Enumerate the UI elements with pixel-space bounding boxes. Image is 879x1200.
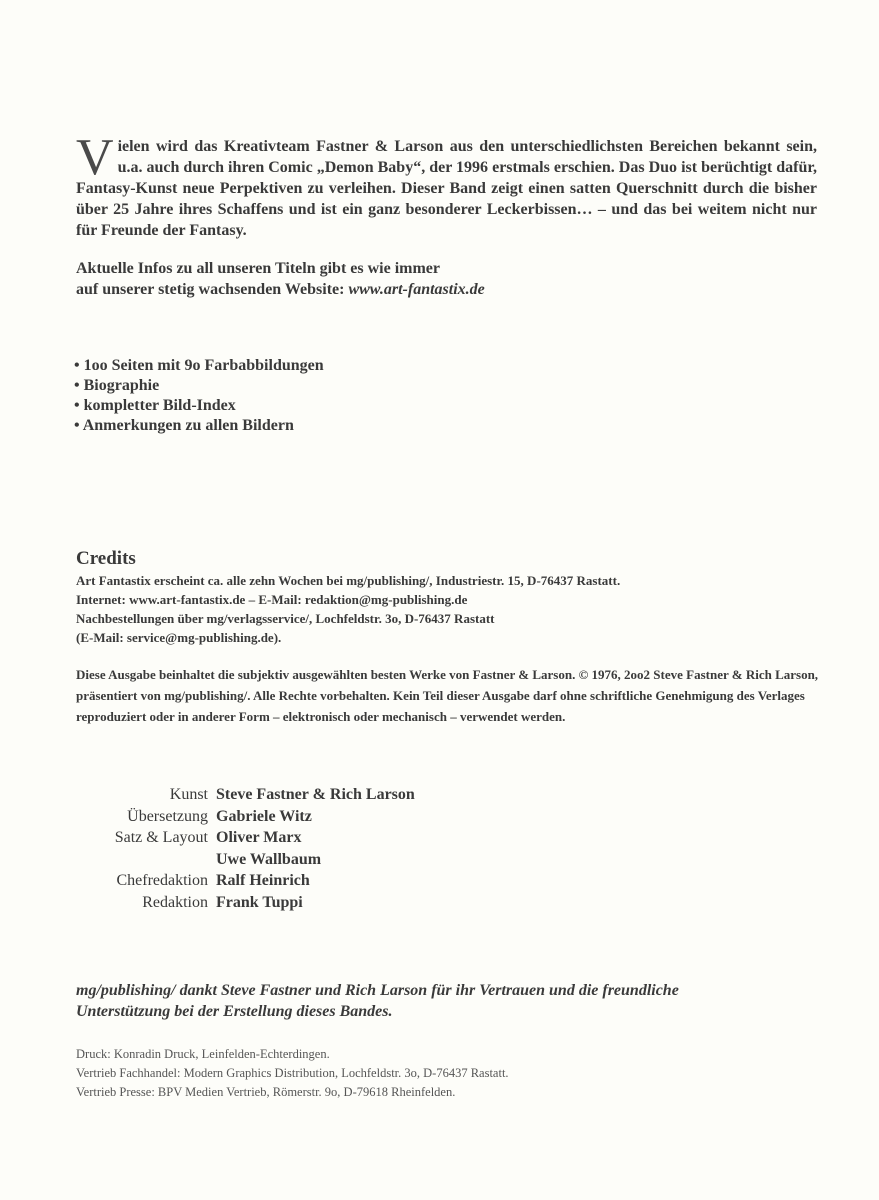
feature-item: • Biographie [74,376,574,396]
info-line-2 [76,279,816,300]
info-line-1: Aktuelle Infos zu all unseren Titeln gibt es wie immer [76,260,440,277]
staff-role: Satz & Layout [114,829,208,846]
feature-item: • Anmerkungen zu allen Bildern [74,416,574,436]
print-line: Vertrieb Fachhandel: Modern Graphics Distribution, Lochfeldstr. 3o, D-76437 Rastatt. [76,1066,509,1080]
print-line: Vertrieb Presse: BPV Medien Vertrieb, Römerstr. 9o, D-79618 Rheinfelden. [76,1085,456,1099]
staff-row [60,870,560,892]
credits-line: Internet: www.art-fantastix.de – E-Mail: redaktion@mg-publishing.de [76,592,468,607]
staff-role: Redaktion [142,893,208,911]
print-line: Druck: Konradin Druck, Leinfelden-Echterdingen. [76,1047,330,1061]
staff-list [60,784,560,913]
staff-name: Frank Tuppi [216,893,303,911]
info-line-2-text: auf unserer stetig wachsenden Website: [76,281,349,298]
drop-cap: V [76,129,114,186]
print-distribution-info [76,1045,836,1102]
credits-line: Art Fantastix erscheint ca. alle zehn Wochen bei mg/publishing/, Industriestr. 15, D-76437 Rastatt. [76,573,621,588]
staff-name: Uwe Wallbaum [216,850,322,868]
staff-row [60,827,560,849]
staff-name: Oliver Marx [216,829,302,846]
staff-row [60,784,560,806]
copyright-notice: Diese Ausgabe beinhaltet die subjektiv ausgewählten besten Werke von Fastner & Larson. © 1976, 2oo2 Steve Fastner & Rich Larson, präsentiert von mg/publishing/. Alle Rechte vorbehalten. Kein Teil dieser Ausgabe darf ohne schriftliche Genehmigung des Verlages reproduziert oder in anderer Form – elektronisch oder mechanisch – verwendet werden. [76,667,819,724]
acknowledgement-line: mg/publishing/ dankt Steve Fastner und Rich Larson für ihr Vertrauen und die freundliche [76,982,679,999]
feature-list [74,356,574,436]
website-link[interactable]: www.art-fantastix.de [348,281,485,298]
staff-name: Ralf Heinrich [216,872,310,889]
staff-row [60,806,560,828]
staff-row [60,892,560,914]
staff-name: Steve Fastner & Rich Larson [216,786,415,803]
acknowledgement-line: Unterstützung bei der Erstellung dieses Bandes. [76,1003,393,1020]
acknowledgement [76,980,836,1022]
staff-row [60,849,560,871]
staff-role: Kunst [169,786,208,803]
intro-text: ielen wird das Kreativteam Fastner & Larson aus den unterschiedlichsten Bereichen bekannt sein, u.a. auch durch ihren Comic „Demon Baby“, der 1996 erstmals erschien. Das Duo ist berüchtigt dafür, Fantasy-Kunst neue Perpektiven zu verleihen. Dieser Band zeigt einen satten Querschnitt durch die bisher über 25 Jahre ihres Schaffens und ist ein ganz besonderer Leckerbissen… – und das bei weitem nicht nur für Freunde der Fantasy. [76,138,817,239]
credits-heading: Credits [76,548,136,569]
staff-role: Übersetzung [127,807,208,825]
staff-role [60,849,216,871]
credits-line: Nachbestellungen über mg/verlagsservice/, Lochfeldstr. 3o, D-76437 Rastatt [76,611,495,626]
feature-item: • kompletter Bild-Index [74,396,574,416]
intro-paragraph [76,129,817,241]
staff-name: Gabriele Witz [216,807,312,825]
credits-info [76,571,836,647]
credits-line: (E-Mail: service@mg-publishing.de). [76,630,282,645]
staff-role: Chefredaktion [116,872,208,889]
info-paragraph [76,258,816,300]
feature-item: • 1oo Seiten mit 9o Farbabbildungen [74,356,574,376]
